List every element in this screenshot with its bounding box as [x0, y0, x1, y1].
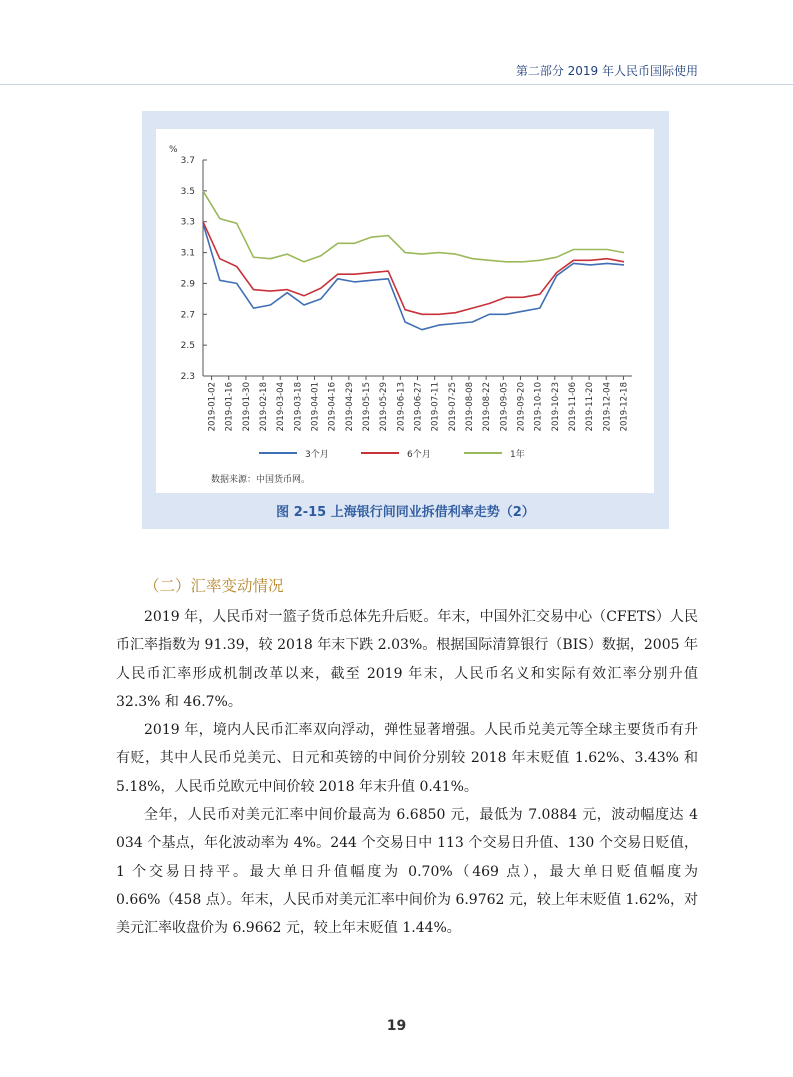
legend-label: 3个月 [305, 450, 329, 460]
line-chart [156, 129, 654, 493]
y-tick-label: 2.3 [180, 372, 195, 382]
y-tick-label: 3.1 [180, 248, 195, 259]
x-tick-label: 2019-01-30 [241, 382, 252, 432]
y-unit-label: % [169, 145, 178, 155]
series-line-3个月 [203, 223, 624, 329]
x-tick-label: 2019-11-06 [567, 382, 578, 432]
x-tick-label: 2019-04-01 [310, 382, 321, 432]
x-tick-label: 2019-09-20 [516, 382, 527, 432]
x-tick-label: 2019-11-20 [585, 382, 596, 432]
series-line-6个月 [203, 222, 624, 315]
x-tick-label: 2019-03-18 [293, 382, 304, 432]
x-tick-label: 2019-12-18 [619, 382, 630, 432]
chart-source: 数据来源：中国货币网。 [211, 475, 311, 485]
body-text [116, 603, 698, 943]
y-tick-label: 3.5 [180, 186, 195, 197]
running-header: 第二部分 2019 年人民币国际使用 [515, 64, 698, 78]
series-line-1年 [203, 191, 624, 262]
legend-label: 1年 [510, 450, 525, 460]
x-tick-label: 2019-10-10 [533, 382, 544, 432]
x-tick-label: 2019-04-29 [344, 382, 355, 432]
y-tick-label: 3.3 [180, 217, 195, 228]
x-tick-label: 2019-08-22 [482, 382, 493, 432]
x-tick-label: 2019-05-15 [362, 382, 373, 432]
legend-label: 6个月 [407, 450, 431, 460]
page-number: 19 [386, 1018, 407, 1034]
x-tick-label: 2019-01-16 [224, 382, 235, 432]
y-tick-label: 2.5 [180, 341, 195, 352]
x-tick-label: 2019-08-08 [464, 382, 475, 432]
chart-card [156, 129, 654, 493]
paragraph-3: 全年，人民币对美元汇率中间价最高为 6.6850 元，最低为 7.0884 元，波动幅度达 4 034 个基点，年化波动率为 4%。244 个交易日中 113 个交易日升值、130 个交易日贬值，1 个交易日持平。最大单日升值幅度为 0.70%（469 点），最大单日贬值幅度为 0.66%（458 点）。年末，人民币对美元汇率中间价为 6.9762 元，较上年末贬值 1.62%，对美元汇率收盘价为 6.9662 元，较上年末贬值 1.44%。 [116, 807, 698, 937]
paragraph-2: 2019 年，境内人民币汇率双向浮动，弹性显著增强。人民币兑美元等全球主要货币有升有贬，其中人民币兑美元、日元和英镑的中间价分别较 2018 年末贬值 1.62%、3.43% 和 5.18%，人民币兑欧元中间价较 2018 年末升值 0.41%。 [116, 722, 698, 795]
x-tick-label: 2019-06-27 [413, 382, 424, 432]
x-tick-label: 2019-10-23 [550, 382, 561, 432]
x-tick-label: 2019-01-02 [207, 382, 218, 432]
x-tick-label: 2019-02-18 [259, 382, 270, 432]
x-tick-label: 2019-04-16 [327, 382, 338, 432]
x-tick-label: 2019-03-04 [276, 382, 287, 432]
figure-caption: 图 2-15 上海银行间同业拆借利率走势（2） [276, 505, 535, 520]
x-tick-label: 2019-05-29 [379, 382, 390, 432]
x-tick-label: 2019-07-25 [447, 382, 458, 432]
header-rule [0, 84, 793, 85]
x-tick-label: 2019-09-05 [499, 382, 510, 432]
section-title: （二）汇率变动情况 [144, 577, 284, 595]
x-tick-label: 2019-06-13 [396, 382, 407, 432]
y-tick-label: 2.9 [180, 279, 195, 290]
x-tick-label: 2019-07-11 [430, 382, 441, 432]
y-tick-label: 2.7 [180, 310, 195, 321]
paragraph-1: 2019 年，人民币对一篮子货币总体先升后贬。年末，中国外汇交易中心（CFETS）人民币汇率指数为 91.39，较 2018 年末下跌 2.03%。根据国际清算银行（BIS）数据，2005 年人民币汇率形成机制改革以来，截至 2019 年末，人民币名义和实际有效汇率分别升值 32.3% 和 46.7%。 [116, 609, 698, 710]
x-tick-label: 2019-12-04 [602, 382, 613, 432]
y-tick-label: 3.7 [180, 156, 195, 166]
